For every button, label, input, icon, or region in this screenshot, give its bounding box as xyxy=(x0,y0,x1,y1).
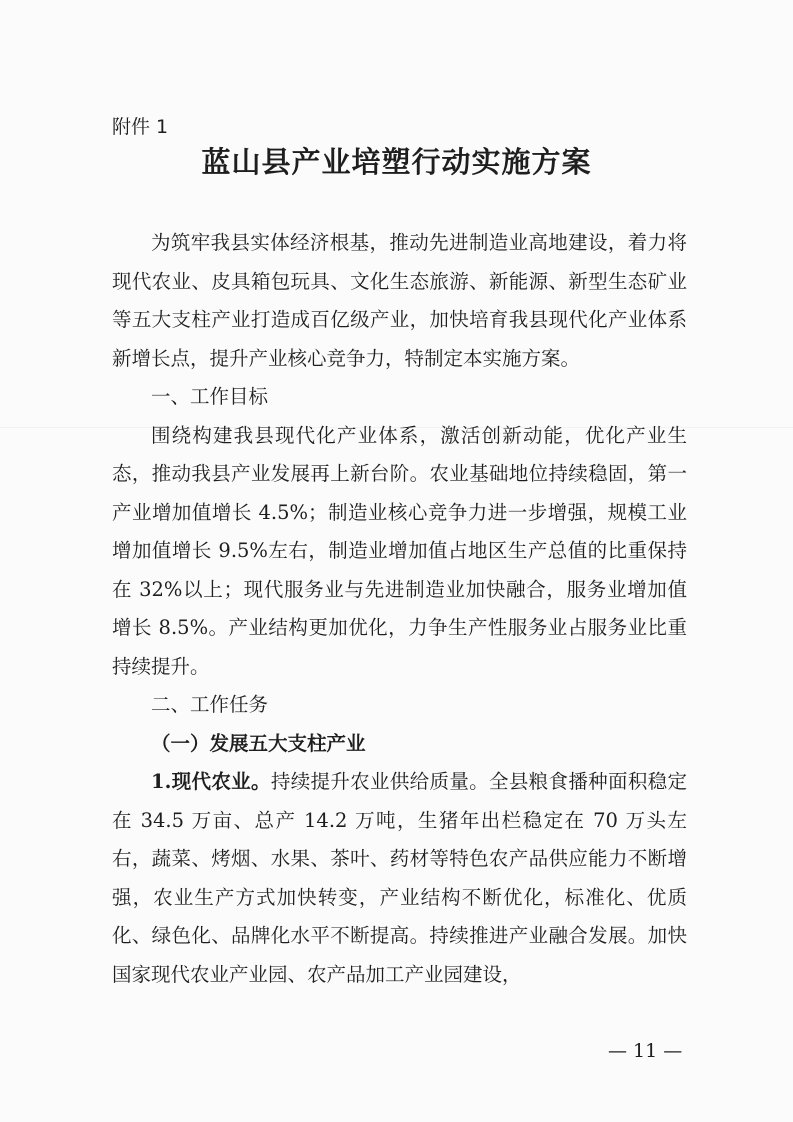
document-title: 蓝山县产业培塑行动实施方案 xyxy=(201,145,592,179)
item-text-modern-agriculture: 持续提升农业供给质量。全县粮食播种面积稳定在 34.5 万亩、总产 14.2 万吨，生猪年出栏稳定在 70 万头左右，蔬菜、烤烟、水果、茶叶、药材等特色农产品供应能力不断增强，农业生产方式加快转变，产业结构不断优化，标准化、优质化、绿色化、品牌化水平不断提高。持续推进产业融合发展。加快国家现代农业产业园、农产品加工产业园建设， xyxy=(112,770,687,986)
section-heading-goals: 一、工作目标 xyxy=(151,385,269,408)
document-body xyxy=(112,224,687,994)
modern-agriculture-paragraph xyxy=(112,763,687,994)
intro-paragraph: 为筑牢我县实体经济根基，推动先进制造业高地建设，着力将现代农业、皮具箱包玩具、文化生态旅游、新能源、新型生态矿业等五大支柱产业打造成百亿级产业，加快培育我县现代化产业体系新增长点，提升产业核心竞争力，特制定本实施方案。 xyxy=(112,231,687,370)
item-lead-modern-agriculture: 1.现代农业。 xyxy=(151,770,271,793)
goals-paragraph: 围绕构建我县现代化产业体系，激活创新动能，优化产业生态，推动我县产业发展再上新台阶。农业基础地位持续稳固，第一产业增加值增长 4.5%；制造业核心竞争力进一步增强，规模工业增加值增长 9.5%左右，制造业增加值占地区生产总值的比重保持在 32%以上；现代服务业与先进制造业加快融合，服务业增加值增长 8.5%。产业结构更加优化，力争生产性服务业占服务业比重持续提升。 xyxy=(112,423,687,678)
section-heading-tasks: 二、工作任务 xyxy=(151,693,269,716)
subsection-heading-pillar-industries: （一）发展五大支柱产业 xyxy=(151,731,366,755)
attachment-label: 附件 1 xyxy=(112,116,169,138)
page-number: — 11 — xyxy=(608,1040,683,1062)
